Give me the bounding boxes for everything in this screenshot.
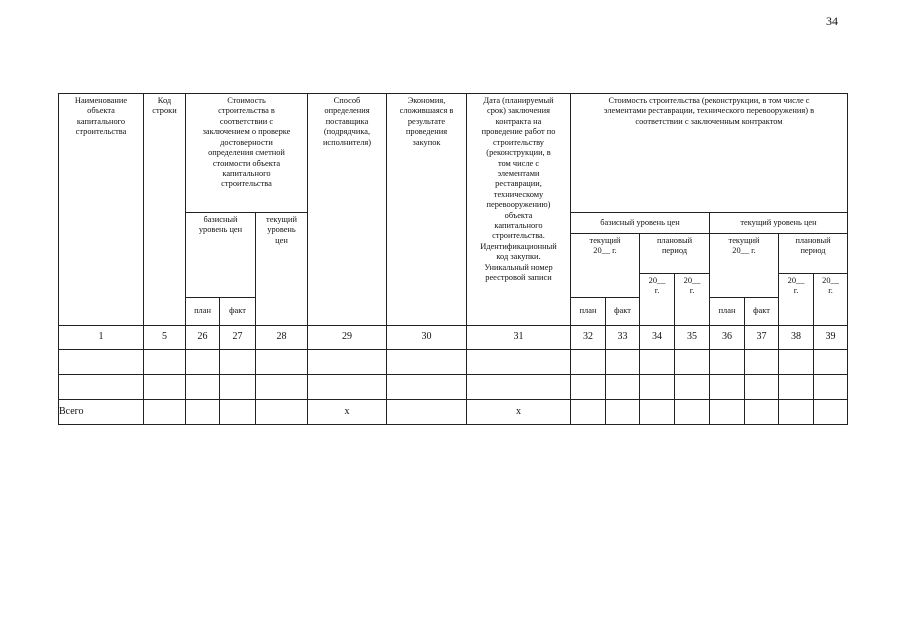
table-row bbox=[59, 375, 848, 400]
header-plan-32: план bbox=[571, 298, 606, 326]
header-current-price-level: текущий уровень цен bbox=[256, 213, 308, 326]
header-fact-33: факт bbox=[606, 298, 640, 326]
header-plan-26: план bbox=[186, 298, 220, 326]
table-cell bbox=[675, 350, 710, 375]
table-cell bbox=[640, 375, 675, 400]
table-cell bbox=[606, 375, 640, 400]
table-cell bbox=[745, 375, 779, 400]
table-cell bbox=[144, 375, 186, 400]
table-cell bbox=[387, 400, 467, 425]
table-cell bbox=[814, 400, 848, 425]
table-cell bbox=[710, 350, 745, 375]
table-cell bbox=[308, 350, 387, 375]
table-cell: x bbox=[308, 400, 387, 425]
table-cell bbox=[186, 400, 220, 425]
table-cell bbox=[571, 375, 606, 400]
column-number: 32 bbox=[571, 326, 606, 350]
header-current-year-current: текущий 20__ г. bbox=[710, 234, 779, 298]
table-cell bbox=[606, 400, 640, 425]
header-year-35: 20__ г. bbox=[675, 274, 710, 326]
table-cell bbox=[779, 375, 814, 400]
table-cell bbox=[220, 375, 256, 400]
header-fact-37: факт bbox=[745, 298, 779, 326]
table-cell bbox=[745, 350, 779, 375]
column-number: 30 bbox=[387, 326, 467, 350]
table-cell bbox=[144, 350, 186, 375]
header-basic-price-level-contract: базисный уровень цен bbox=[571, 213, 710, 234]
column-number: 27 bbox=[220, 326, 256, 350]
column-number: 1 bbox=[59, 326, 144, 350]
table-cell bbox=[814, 350, 848, 375]
table-cell bbox=[814, 375, 848, 400]
table-cell bbox=[710, 375, 745, 400]
table-cell bbox=[256, 400, 308, 425]
total-row bbox=[59, 400, 848, 425]
header-year-39: 20__ г. bbox=[814, 274, 848, 326]
table-cell bbox=[640, 350, 675, 375]
table-cell: x bbox=[467, 400, 571, 425]
header-planned-period-current: плановый период bbox=[779, 234, 848, 274]
header-object-name: Наименование объекта капитального строительства bbox=[59, 94, 144, 326]
table-cell bbox=[467, 350, 571, 375]
column-number: 35 bbox=[675, 326, 710, 350]
table-cell bbox=[675, 400, 710, 425]
table-cell bbox=[387, 350, 467, 375]
column-number: 38 bbox=[779, 326, 814, 350]
column-number-row bbox=[59, 326, 848, 350]
table-cell bbox=[308, 375, 387, 400]
table-cell bbox=[186, 350, 220, 375]
header-current-price-level-contract: текущий уровень цен bbox=[710, 213, 848, 234]
column-number: 5 bbox=[144, 326, 186, 350]
table-cell bbox=[571, 400, 606, 425]
table-cell bbox=[256, 350, 308, 375]
table-cell bbox=[675, 375, 710, 400]
header-cost-by-conclusion: Стоимость строительства в соответствии с заключением о проверке достоверности определения сметной стоимости объекта капитального строительства bbox=[186, 94, 308, 213]
table-cell bbox=[606, 350, 640, 375]
column-number: 34 bbox=[640, 326, 675, 350]
table-cell bbox=[779, 400, 814, 425]
table-cell bbox=[710, 400, 745, 425]
column-number: 33 bbox=[606, 326, 640, 350]
table-cell bbox=[745, 400, 779, 425]
table-cell bbox=[387, 375, 467, 400]
header-planned-period-basic: плановый период bbox=[640, 234, 710, 274]
header-row-code: Код строки bbox=[144, 94, 186, 326]
column-number: 37 bbox=[745, 326, 779, 350]
column-number: 29 bbox=[308, 326, 387, 350]
table-cell bbox=[256, 375, 308, 400]
column-number: 26 bbox=[186, 326, 220, 350]
column-number: 36 bbox=[710, 326, 745, 350]
total-label: Всего bbox=[59, 400, 144, 425]
header-basic-price-level: базисный уровень цен bbox=[186, 213, 256, 298]
header-fact-27: факт bbox=[220, 298, 256, 326]
column-number: 31 bbox=[467, 326, 571, 350]
table-cell bbox=[779, 350, 814, 375]
column-number: 39 bbox=[814, 326, 848, 350]
header-supplier-method: Способ определения поставщика (подрядчика, исполнителя) bbox=[308, 94, 387, 326]
header-contract-date: Дата (планируемый срок) заключения контракта на проведение работ по строительству (реконструкции, в том числе с элементами реставрации, техническому перевооружению) объекта капитального строительства. Идентификационный код закупки. Уникальный номер реестровой записи bbox=[467, 94, 571, 326]
header-economy: Экономия, сложившаяся в результате проведения закупок bbox=[387, 94, 467, 326]
table-row bbox=[59, 350, 848, 375]
table-cell bbox=[571, 350, 606, 375]
table-cell bbox=[186, 375, 220, 400]
header-cost-by-contract: Стоимость строительства (реконструкции, в том числе с элементами реставрации, технического перевооружения) в соответствии с заключенным контрактом bbox=[571, 94, 848, 213]
table-cell bbox=[640, 400, 675, 425]
table-cell bbox=[144, 400, 186, 425]
table-cell bbox=[220, 350, 256, 375]
page-number: 34 bbox=[826, 14, 838, 28]
table-cell bbox=[59, 375, 144, 400]
header-current-year-basic: текущий 20__ г. bbox=[571, 234, 640, 298]
table-cell bbox=[59, 350, 144, 375]
table-cell bbox=[467, 375, 571, 400]
column-number: 28 bbox=[256, 326, 308, 350]
table-cell bbox=[220, 400, 256, 425]
header-plan-36: план bbox=[710, 298, 745, 326]
construction-cost-table bbox=[58, 93, 848, 425]
header-year-38: 20__ г. bbox=[779, 274, 814, 326]
header-year-34: 20__ г. bbox=[640, 274, 675, 326]
